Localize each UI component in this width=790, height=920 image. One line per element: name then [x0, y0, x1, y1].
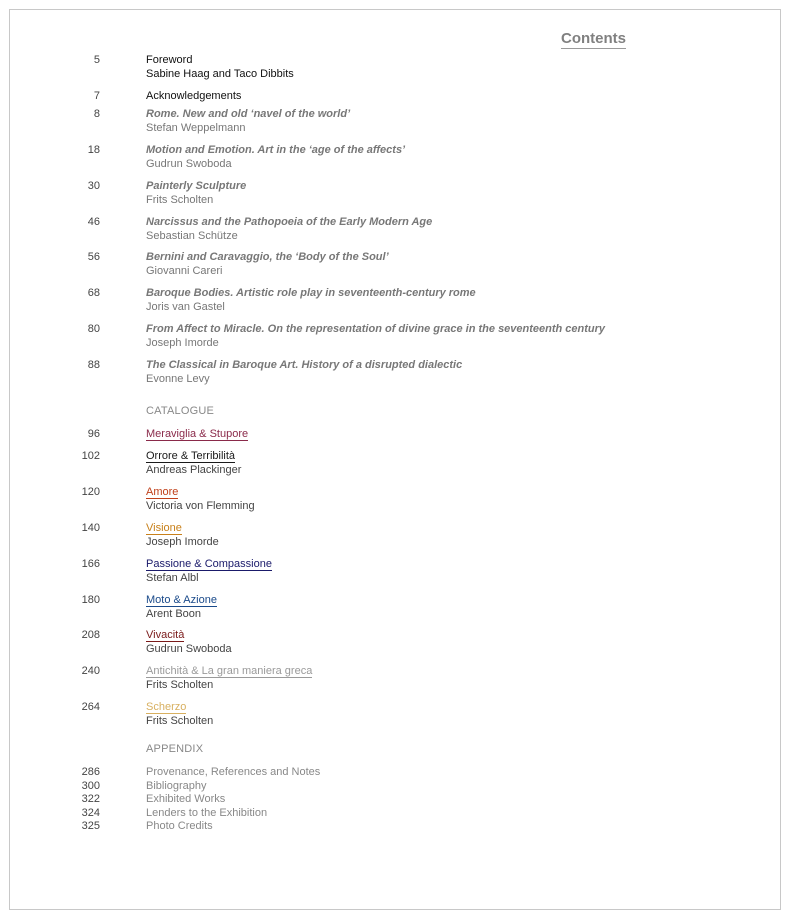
page-number: 5: [93, 54, 100, 66]
entry-author: Sebastian Schütze: [146, 229, 238, 242]
entry-title: Exhibited Works: [146, 793, 226, 805]
entry-author: Joseph Imorde: [146, 535, 219, 548]
page-number: 8: [93, 108, 100, 120]
contents-page: [9, 9, 781, 910]
page-number: 18: [87, 144, 100, 156]
page-number: 325: [81, 820, 100, 832]
entry-title[interactable]: Passione & Compassione: [146, 558, 272, 570]
entry-author: Arent Boon: [146, 607, 202, 620]
entry-author: Joris van Gastel: [146, 300, 225, 313]
entry-title[interactable]: Scherzo: [146, 701, 187, 713]
page-number: 166: [81, 558, 100, 570]
page-number: 324: [81, 806, 100, 819]
page-number: 208: [81, 629, 100, 641]
entry-title: Bibliography: [146, 779, 207, 792]
entry-title: Provenance, References and Notes: [146, 766, 321, 778]
entry-title: Motion and Emotion. Art in the ‘age of the affects’: [146, 144, 406, 156]
entry-author: Giovanni Careri: [146, 264, 223, 277]
page-number: 46: [87, 216, 100, 228]
page-number: 120: [81, 486, 100, 498]
page-number: 80: [87, 323, 100, 335]
entry-title: Painterly Sculpture: [146, 180, 247, 192]
entry-title[interactable]: Vivacità: [146, 629, 185, 641]
entry-title[interactable]: Antichità & La gran maniera greca: [146, 665, 313, 677]
appendix-heading: APPENDIX: [146, 743, 204, 755]
page-number: 7: [93, 90, 100, 102]
page-number: 30: [87, 180, 100, 192]
entry-title[interactable]: Meraviglia & Stupore: [146, 428, 249, 440]
entry-title[interactable]: Visione: [146, 522, 182, 534]
entry-title[interactable]: Moto & Azione: [146, 594, 217, 606]
entry-title: The Classical in Baroque Art. History of a disrupted dialectic: [146, 359, 463, 371]
entry-title: Lenders to the Exhibition: [146, 806, 268, 819]
entry-title: Foreword: [146, 54, 193, 66]
entry-title: Acknowledgements: [146, 90, 242, 102]
entry-author: Gudrun Swoboda: [146, 157, 232, 170]
entry-title[interactable]: Amore: [146, 486, 179, 498]
entry-author: Victoria von Flemming: [146, 499, 255, 512]
page-number: 300: [81, 779, 100, 792]
page-number: 56: [87, 251, 100, 263]
entry-author: Sabine Haag and Taco Dibbits: [146, 67, 294, 80]
entry-title[interactable]: Orrore & Terribilità: [146, 450, 236, 462]
entry-author: Stefan Albl: [146, 571, 199, 584]
page-number: 180: [81, 594, 100, 606]
entry-author: Stefan Weppelmann: [146, 121, 246, 134]
entry-title: Bernini and Caravaggio, the ‘Body of the Soul’: [146, 251, 389, 263]
entry-title: Rome. New and old ‘navel of the world’: [146, 108, 351, 120]
entry-author: Frits Scholten: [146, 678, 214, 691]
entry-title: Photo Credits: [146, 820, 213, 832]
catalogue-heading: CATALOGUE: [146, 405, 215, 417]
page-number: 102: [81, 450, 100, 462]
entry-title: From Affect to Miracle. On the representation of divine grace in the seventeenth century: [146, 323, 606, 335]
page-number: 96: [87, 428, 100, 440]
page-number: 140: [81, 522, 100, 534]
page-number: 286: [81, 766, 100, 778]
entry-author: Gudrun Swoboda: [146, 642, 232, 655]
page-number: 68: [87, 287, 100, 299]
page-title: Contents: [561, 30, 626, 47]
page-number: 88: [87, 359, 100, 371]
entry-title: Narcissus and the Pathopoeia of the Early Modern Age: [146, 216, 433, 228]
entry-author: Joseph Imorde: [146, 336, 219, 349]
entry-author: Evonne Levy: [146, 372, 210, 385]
entry-author: Andreas Plackinger: [146, 463, 242, 476]
entry-author: Frits Scholten: [146, 714, 214, 727]
page-number: 264: [81, 701, 100, 713]
entry-author: Frits Scholten: [146, 193, 214, 206]
page-number: 322: [81, 793, 100, 805]
entry-title: Baroque Bodies. Artistic role play in seventeenth-century rome: [146, 287, 476, 299]
page-number: 240: [81, 665, 100, 677]
